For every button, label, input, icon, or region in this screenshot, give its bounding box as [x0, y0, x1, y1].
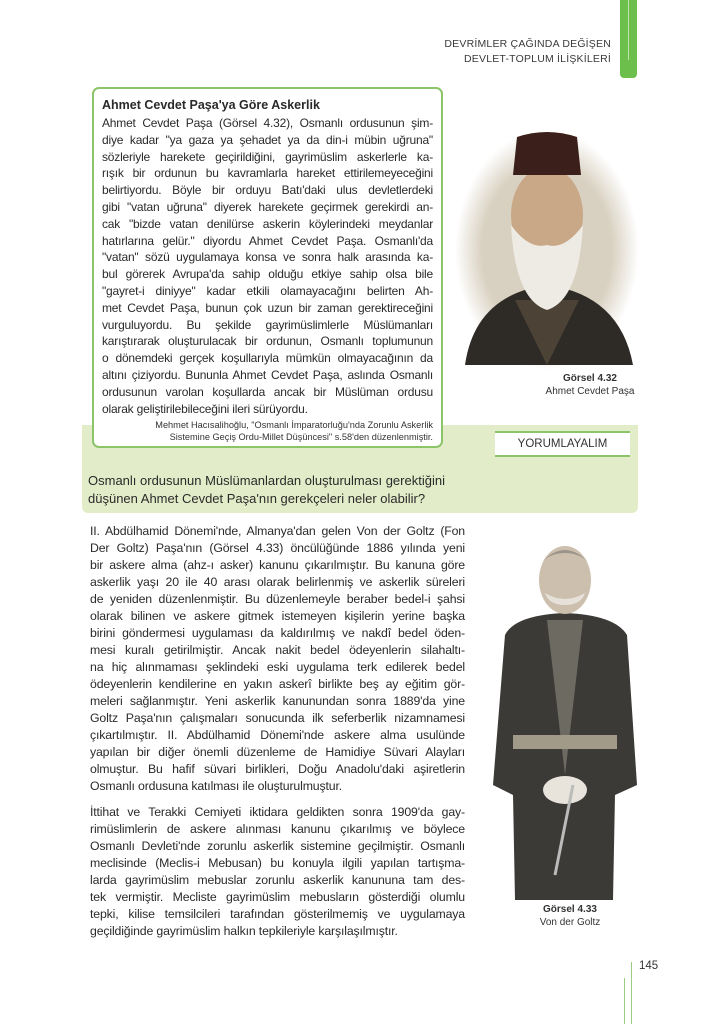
- source-line: Sistemine Geçiş Ordu-Millet Düşüncesi" s.58'den düzenlenmiştir.: [169, 432, 433, 443]
- text-line: altını çiziyordu. Bununla Ahmet Cevdet Paşa, aslında Osmanlı: [102, 367, 433, 382]
- von-der-goltz-portrait: [485, 535, 645, 900]
- figure-caption-text: Von der Goltz: [539, 917, 601, 928]
- text-line: bul görerek Avrupa'da sahip olduğu etkiye sahip olsa bile: [102, 267, 433, 282]
- text-line: tek vermiştir. Mecliste gayrimüslim mebusların gösterdiği olumlu: [90, 890, 465, 904]
- text-line: olarak geliştirilebileceğini ileri sürüyordu.: [102, 401, 308, 416]
- page-number: 145: [639, 960, 659, 972]
- yorumlayalim-label: YORUMLAYALIM: [495, 431, 630, 457]
- text-line: cak "bizde vatan denilürse askerin köylerindeki meydanlar: [102, 216, 433, 231]
- text-line: Der Goltz) Paşa'nın (Görsel 4.33) öncülüğünde 1886 yılında yeni: [90, 541, 465, 555]
- text-line: çıkartılmıştır. II. Abdülhamid Dönemi'nde askere alma usulünde: [90, 728, 465, 742]
- ahmet-cevdet-pasa-portrait: [455, 125, 640, 370]
- text-line: II. Abdülhamid Dönemi'nde, Almanya'dan gelen Von der Goltz (Fon: [90, 524, 465, 538]
- text-line: hatırlarına gelür." diyordu Ahmet Cevdet Paşa. Osmanlı'da: [102, 233, 433, 248]
- text-line: rimüslimlerin de askere alınması kanunu çıkarılmış ve böylece: [90, 822, 465, 836]
- reading-box-title: Ahmet Cevdet Paşa'ya Göre Askerlik: [102, 98, 320, 112]
- figure-label: Görsel 4.32: [563, 373, 617, 384]
- text-line: "gayret-i diniyye" kadar etkili olamayacağını belirten Ah-: [102, 283, 433, 298]
- source-line: Mehmet Hacısalihoğlu, "Osmanlı İmparatorluğu'nda Zorunlu Askerlik: [155, 420, 433, 431]
- text-line: met Cevdet Paşa, bunun çok uzun bir zaman gerektireceğini: [102, 300, 433, 315]
- text-line: de yeniden düzenlenmiştir. Bu düzenlemeyle beraber bedel-i şahsi: [90, 592, 465, 606]
- text-line: ordusunun varolan koşullarda ancak bir Müslüman ordusu: [102, 384, 433, 399]
- text-line: belirtiyordu. Böyle bir orduyu Batı'daki ulus devletlerdeki: [102, 183, 433, 198]
- header-line-1: DEVRİMLER ÇAĞINDA DEĞİŞEN: [444, 38, 611, 50]
- reading-box-source: [102, 419, 433, 443]
- text-line: na hiç alınmaması şeklindeki eski uygulama terk edilerek bedel: [90, 660, 465, 674]
- text-line: olarak bilinen ve askere gitmek istemeyen kişilerin yerine başka: [90, 609, 465, 623]
- chapter-tab-line: [628, 0, 629, 60]
- text-line: larda gayrimüslim mebuslar zorunlu askerlik kanununa tam des-: [90, 873, 465, 887]
- text-line: olmuştur. Bu hafif süvari birlikleri, Doğu Anadolu'daki aşiretlerin: [90, 762, 465, 776]
- text-line: İttihat ve Terakki Cemiyeti iktidara geldikten sonra 1909'da gay-: [90, 805, 465, 819]
- footer-line-short: [624, 978, 625, 1024]
- header-line-2: DEVLET-TOPLUM İLİŞKİLERİ: [464, 53, 611, 65]
- text-line: birini göndermesi uygulaması da kaldırılmış ve nakdî bedel öden-: [90, 626, 465, 640]
- text-line: karıştırarak oluşturulacak bir ordunun, Osmanlı toplumunun: [102, 334, 433, 349]
- text-line: rışık bir ordunun bu kavramlarla hareket ettirilemeyeceğini: [102, 166, 433, 181]
- text-line: meclisinde (Meclis-i Mebusan) bu konuyla ilgili yapılan tartışma-: [90, 856, 465, 870]
- yorumlayalim-question: [88, 472, 445, 508]
- figure-label: Görsel 4.33: [543, 904, 597, 915]
- text-line: "vatan" sözü uygulamaya konsa ve sonra halk arasında ka-: [102, 250, 433, 265]
- text-line: diye kadar "ya gaza ya şehadet ya da din-i mübin uğruna": [102, 132, 433, 147]
- text-line: Goltz Paşa'nın çalışmaları sonucunda ilk seferberlik nizamnamesi: [90, 711, 465, 725]
- figure-caption-4-32: [540, 372, 640, 398]
- text-line: vurguluyordu. Bu şekilde gayrimüslimlerle Müslümanları: [102, 317, 433, 332]
- reading-box-text: [102, 115, 433, 417]
- text-line: yapılan bir diğer önemli düzenleme de Hamidiye Süvari Alayları: [90, 745, 465, 759]
- figure-caption-4-33: [520, 903, 620, 929]
- question-line: düşünen Ahmet Cevdet Paşa'nın gerekçeleri neler olabilir?: [88, 491, 426, 506]
- text-line: mesi kuralı getirilmiştir. Ancak nakit bedel ödeyenlerin silahaltı-: [90, 643, 465, 657]
- text-line: tepki, kilise temsilcileri tarafından gösterilmemiş ve uygulamaya: [90, 907, 465, 921]
- text-line: askerlik yaşı 20 ile 40 arası olarak belirlenmiş ve askerlik süreleri: [90, 575, 465, 589]
- text-line: gibi "vatan uğruna" diyerek harekete geçirmek gerekirdi an-: [102, 199, 433, 214]
- text-line: bir askere alma (ahz-ı asker) kanunu çıkarılmıştır. Bu kanuna göre: [90, 558, 465, 572]
- body-paragraph-1: [90, 523, 465, 795]
- question-line: Osmanlı ordusunun Müslümanlardan oluşturulması gerektiğini: [88, 473, 445, 488]
- body-paragraph-2: [90, 804, 465, 940]
- text-line: Osmanlı Devleti'nde zorunlu askerlik sistemine geçilmiştir. Osmanlı: [90, 839, 465, 853]
- figure-caption-text: Ahmet Cevdet Paşa: [545, 386, 635, 397]
- text-line: Osmanlı ordusuna katılması ile oluşturulmuştur.: [90, 779, 342, 793]
- text-line: ödeyenlerin kendilerine en yakın askerî birlikte beş ay eğitim gör-: [90, 677, 465, 691]
- reading-box: [92, 87, 443, 448]
- text-line: meleri sağlanmıştır. Yeni askerlik kanunundan sonra 1889'da yine: [90, 694, 465, 708]
- chapter-header: [444, 37, 611, 67]
- text-line: o dönemdeki gerçek koşullarıyla mümkün olmayacağının da: [102, 351, 433, 366]
- footer-line: [631, 962, 632, 1024]
- text-line: geçildiğinde gayrimüslim halkın tepkileriyle karşılaşılmıştır.: [90, 924, 398, 938]
- text-line: sözleriyle harekete geçirildiğini, gayrimüslim askerlerle ka-: [102, 149, 433, 164]
- text-line: Ahmet Cevdet Paşa (Görsel 4.32), Osmanlı ordusunun şim-: [102, 116, 433, 130]
